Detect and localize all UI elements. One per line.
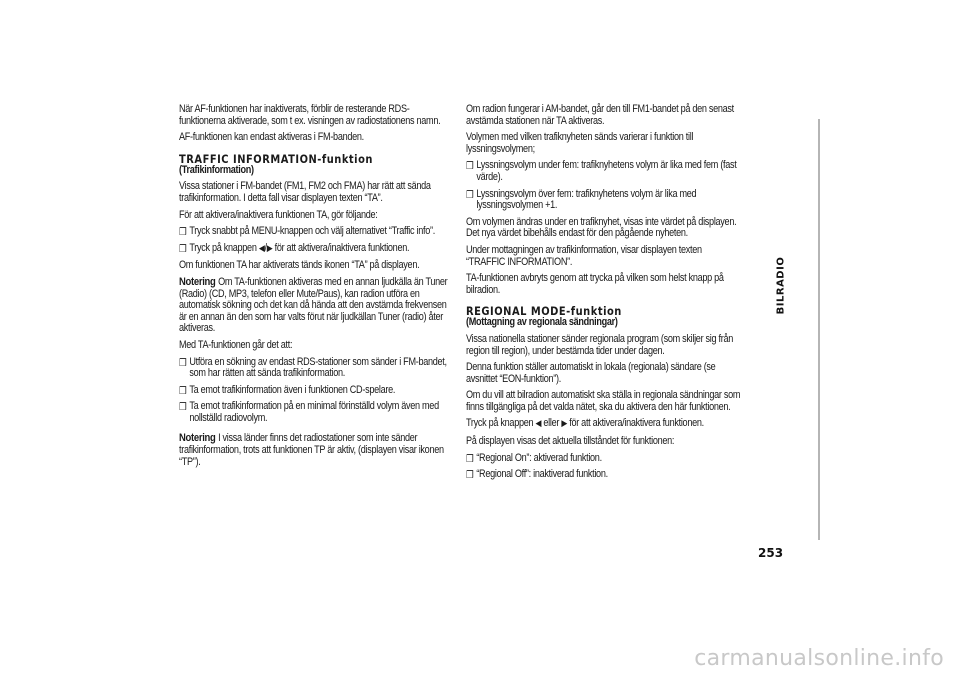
bullet-item [466, 453, 741, 465]
paragraph: AF-funktionen kan endast aktiveras i FM-banden. [179, 131, 364, 144]
paragraph: Vissa nationella stationer sänder regionala program (som skiljer sig från region till region), under bestämda tider under dagen. [466, 332, 734, 357]
paragraph [466, 418, 741, 431]
checkbox-bullet-icon: ❒ [179, 385, 187, 397]
bullet-item [179, 401, 454, 424]
checkbox-bullet-icon: ❒ [179, 243, 187, 255]
paragraph: När AF-funktionen har inaktiverats, förblir de resterande RDS-funktionerna aktiverade, som t ex. visningen av radiostationens namn. [179, 103, 441, 127]
bullet-text: Utföra en sökning av endast RDS-stationer som sänder i FM-bandet, som har rätten att sända trafikinformation. [189, 355, 447, 380]
paragraph: Med TA-funktionen går det att: [179, 338, 293, 351]
paragraph-text: eller [543, 417, 560, 430]
margin-divider [818, 119, 820, 540]
paragraph: Om volymen ändras under en trafiknyhet, visas inte värdet på displayen. Det nya värdet bibehålls endast för den pågående nyheten. [466, 215, 737, 240]
paragraph-text: Tryck på knappen [466, 417, 534, 430]
left-arrow-icon: ◀ [535, 419, 542, 430]
paragraph: Under mottagningen av trafikinformation, visar displayen texten “TRAFFIC INFORMATION”. [466, 243, 702, 268]
checkbox-bullet-icon: ❒ [179, 402, 187, 414]
note [179, 277, 454, 335]
note [179, 433, 454, 468]
checkbox-bullet-icon: ❒ [179, 357, 187, 369]
bullet-text: “Regional On”: aktiverad funktion. [476, 451, 602, 464]
page-number: 253 [758, 546, 784, 560]
note-text: I vissa länder finns det radiostationer som inte sänder trafikinformation, trots att funktionen TP är aktiv, (displayen visar ikonen “TP”). [179, 432, 444, 468]
bullet-text: för att aktivera/inaktivera funktionen. [274, 241, 410, 254]
right-arrow-icon: ▶ [561, 419, 567, 430]
section-heading-traffic: TRAFFIC INFORMATION-funktion [179, 151, 373, 166]
slash-separator: / [264, 241, 267, 254]
checkbox-bullet-icon: ❒ [179, 227, 187, 239]
right-arrow-icon: ▶ [266, 243, 273, 254]
bullet-item [466, 189, 741, 212]
paragraph: Volymen med vilken trafiknyheten sänds varierar i funktion till lyssningsvolymen; [466, 131, 694, 155]
bullet-text: Ta emot trafikinformation även i funktionen CD-spelare. [189, 383, 396, 396]
paragraph: Om radion fungerar i AM-bandet, går den till FM1-bandet på den senast avstämda stationen när TA aktiveras. [466, 103, 734, 127]
paragraph: Denna funktion ställer automatiskt in lokala (regionala) sändare (se avsnittet “EON-funktion”). [466, 361, 716, 385]
bullet-item [466, 160, 741, 183]
bullet-item [179, 385, 454, 397]
checkbox-bullet-icon: ❒ [466, 161, 474, 173]
paragraph-text: för att aktivera/inaktivera funktionen. [569, 417, 704, 430]
section-subheading-regional: (Mottagning av regionala sändningar) [466, 316, 618, 329]
note-text: Om TA-funktionen aktiveras med en annan ljudkälla än Tuner (Radio) (CD, MP3, telefon eller Mute/Paus), kan radion utföra en automatisk sökning och det kan då hända att den avstämda frekvensen är en annan än den som har valts förut när ljudkällan Tuner (radio) åter aktiveras. [179, 275, 448, 335]
bullet-item [466, 469, 741, 481]
watermark: carmanualsonline.info [694, 646, 944, 671]
bullet-text: Tryck på knappen [189, 241, 257, 254]
paragraph: För att aktivera/inaktivera funktionen TA, gör följande: [179, 208, 378, 221]
paragraph: TA-funktionen avbryts genom att trycka på vilken som helst knapp på bilradion. [466, 272, 724, 296]
paragraph: Om du vill att bilradion automatiskt ska ställa in regionala sändningar som finns tillgängliga på det valda nätet, ska du aktivera den här funktionen. [466, 389, 741, 413]
bullet-text: Ta emot trafikinformation på en minimal förinställd volym även med nollställd radiovolym. [189, 400, 439, 424]
left-arrow-icon: ◀ [258, 243, 265, 254]
paragraph: Vissa stationer i FM-bandet (FM1, FM2 och FMA) har rätt att sända trafikinformation. I detta fall visar displayen texten “TA”. [179, 180, 431, 204]
note-label: Notering [179, 275, 216, 288]
section-heading-regional: REGIONAL MODE-funktion [466, 304, 622, 319]
paragraph: Om funktionen TA har aktiverats tänds ikonen “TA” på displayen. [179, 259, 420, 272]
right-column [466, 104, 741, 486]
bullet-item [179, 243, 454, 256]
bullet-text: Tryck snabbt på MENU-knappen och välj alternativet “Traffic info”. [189, 225, 435, 238]
checkbox-bullet-icon: ❒ [466, 453, 474, 465]
chapter-side-label: BILRADIO [775, 256, 787, 315]
left-column [179, 104, 454, 473]
checkbox-bullet-icon: ❒ [466, 470, 474, 482]
bullet-text: Lyssningsvolym över fem: trafiknyhetens volym är lika med lyssningsvolymen +1. [476, 187, 697, 212]
note-label: Notering [179, 432, 216, 445]
bullet-text: Lyssningsvolym under fem: trafiknyhetens volym är lika med fem (fast värde). [476, 159, 737, 183]
bullet-item [179, 357, 454, 380]
paragraph: På displayen visas det aktuella tillståndet för funktionen: [466, 435, 675, 448]
bullet-text: “Regional Off”: inaktiverad funktion. [476, 468, 608, 481]
bullet-item [179, 226, 454, 238]
checkbox-bullet-icon: ❒ [466, 189, 474, 201]
section-subheading-traffic: (Trafikinformation) [179, 163, 254, 176]
